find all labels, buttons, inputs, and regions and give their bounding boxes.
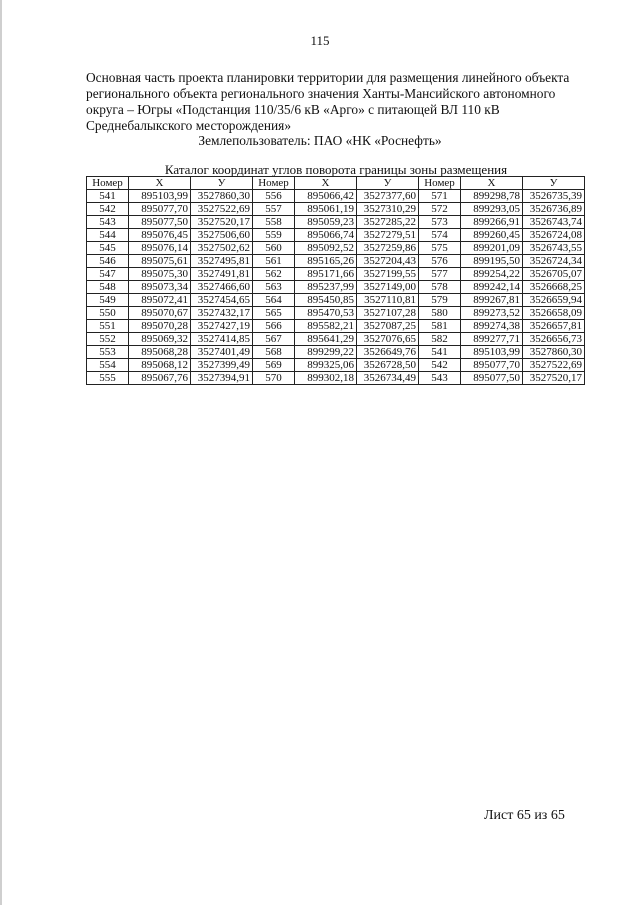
- y-coordinate-cell: 3527107,28: [357, 307, 419, 320]
- y-coordinate-cell: 3527522,69: [191, 203, 253, 216]
- table-row: [87, 333, 585, 346]
- x-coordinate-cell: 895068,12: [129, 359, 191, 372]
- x-coordinate-cell: 899242,14: [461, 281, 523, 294]
- y-coordinate-cell: 3527466,60: [191, 281, 253, 294]
- point-number-cell: 543: [419, 372, 461, 385]
- y-coordinate-cell: 3527310,29: [357, 203, 419, 216]
- table-row: [87, 294, 585, 307]
- y-coordinate-cell: 3527399,49: [191, 359, 253, 372]
- x-coordinate-cell: 895641,29: [295, 333, 357, 346]
- point-number-cell: 558: [253, 216, 295, 229]
- y-coordinate-cell: 3527076,65: [357, 333, 419, 346]
- x-coordinate-cell: 895103,99: [129, 190, 191, 203]
- point-number-cell: 582: [419, 333, 461, 346]
- y-coordinate-cell: 3527427,19: [191, 320, 253, 333]
- y-coordinate-cell: 3527522,69: [523, 359, 585, 372]
- column-header: Номер: [253, 177, 295, 190]
- y-coordinate-cell: 3527860,30: [191, 190, 253, 203]
- land-user: Землепользователь: ПАО «НК «Роснефть»: [198, 133, 442, 148]
- point-number-cell: 564: [253, 294, 295, 307]
- y-coordinate-cell: 3526728,50: [357, 359, 419, 372]
- point-number-cell: 547: [87, 268, 129, 281]
- table-row: [87, 346, 585, 359]
- table-body: [87, 190, 585, 385]
- y-coordinate-cell: 3527401,49: [191, 346, 253, 359]
- document-header: [86, 70, 586, 134]
- y-coordinate-cell: 3526656,73: [523, 333, 585, 346]
- table-row: [87, 268, 585, 281]
- x-coordinate-cell: 899201,09: [461, 242, 523, 255]
- table-row: [87, 255, 585, 268]
- page-number: 115: [310, 33, 330, 48]
- x-coordinate-cell: 899298,78: [461, 190, 523, 203]
- x-coordinate-cell: 895470,53: [295, 307, 357, 320]
- y-coordinate-cell: 3526735,39: [523, 190, 585, 203]
- x-coordinate-cell: 895077,70: [461, 359, 523, 372]
- point-number-cell: 557: [253, 203, 295, 216]
- column-header: X: [295, 177, 357, 190]
- x-coordinate-cell: 899274,38: [461, 320, 523, 333]
- catalog-title: Каталог координат углов поворота границы зоны размещения: [164, 162, 508, 177]
- point-number-cell: 577: [419, 268, 461, 281]
- x-coordinate-cell: 899325,06: [295, 359, 357, 372]
- point-number-cell: 562: [253, 268, 295, 281]
- column-header: X: [461, 177, 523, 190]
- x-coordinate-cell: 895066,42: [295, 190, 357, 203]
- y-coordinate-cell: 3526724,08: [523, 229, 585, 242]
- x-coordinate-cell: 895165,26: [295, 255, 357, 268]
- y-coordinate-cell: 3526743,74: [523, 216, 585, 229]
- y-coordinate-cell: 3526649,76: [357, 346, 419, 359]
- table-row: [87, 216, 585, 229]
- column-header: У: [191, 177, 253, 190]
- point-number-cell: 581: [419, 320, 461, 333]
- table-row: [87, 190, 585, 203]
- x-coordinate-cell: 895070,28: [129, 320, 191, 333]
- point-number-cell: 546: [87, 255, 129, 268]
- y-coordinate-cell: 3527454,65: [191, 294, 253, 307]
- point-number-cell: 575: [419, 242, 461, 255]
- point-number-cell: 578: [419, 281, 461, 294]
- table-row: [87, 359, 585, 372]
- x-coordinate-cell: 899299,22: [295, 346, 357, 359]
- x-coordinate-cell: 895171,66: [295, 268, 357, 281]
- x-coordinate-cell: 899277,71: [461, 333, 523, 346]
- y-coordinate-cell: 3527506,60: [191, 229, 253, 242]
- table-row: [87, 307, 585, 320]
- x-coordinate-cell: 899266,91: [461, 216, 523, 229]
- y-coordinate-cell: 3527377,60: [357, 190, 419, 203]
- y-coordinate-cell: 3526705,07: [523, 268, 585, 281]
- x-coordinate-cell: 895582,21: [295, 320, 357, 333]
- point-number-cell: 580: [419, 307, 461, 320]
- y-coordinate-cell: 3526659,94: [523, 294, 585, 307]
- point-number-cell: 566: [253, 320, 295, 333]
- column-header: У: [357, 177, 419, 190]
- point-number-cell: 560: [253, 242, 295, 255]
- header-line-2: регионального объекта регионального значения Ханты-Мансийского автономного: [86, 86, 556, 101]
- point-number-cell: 567: [253, 333, 295, 346]
- x-coordinate-cell: 895077,50: [129, 216, 191, 229]
- x-coordinate-cell: 895067,76: [129, 372, 191, 385]
- y-coordinate-cell: 3527259,86: [357, 242, 419, 255]
- table-row: [87, 281, 585, 294]
- point-number-cell: 553: [87, 346, 129, 359]
- point-number-cell: 551: [87, 320, 129, 333]
- x-coordinate-cell: 895073,34: [129, 281, 191, 294]
- point-number-cell: 573: [419, 216, 461, 229]
- header-line-3: округа – Югры «Подстанция 110/35/6 кВ «Арго» с питающей ВЛ 110 кВ: [86, 102, 500, 117]
- x-coordinate-cell: 895077,70: [129, 203, 191, 216]
- table-row: [87, 372, 585, 385]
- point-number-cell: 549: [87, 294, 129, 307]
- point-number-cell: 565: [253, 307, 295, 320]
- point-number-cell: 548: [87, 281, 129, 294]
- point-number-cell: 561: [253, 255, 295, 268]
- y-coordinate-cell: 3527520,17: [191, 216, 253, 229]
- y-coordinate-cell: 3527199,55: [357, 268, 419, 281]
- y-coordinate-cell: 3527285,22: [357, 216, 419, 229]
- y-coordinate-cell: 3526657,81: [523, 320, 585, 333]
- point-number-cell: 541: [87, 190, 129, 203]
- table-row: [87, 203, 585, 216]
- point-number-cell: 544: [87, 229, 129, 242]
- header-line-1: Основная часть проекта планировки территории для размещения линейного объекта: [86, 70, 570, 85]
- x-coordinate-cell: 899273,52: [461, 307, 523, 320]
- x-coordinate-cell: 895076,45: [129, 229, 191, 242]
- x-coordinate-cell: 895092,52: [295, 242, 357, 255]
- point-number-cell: 550: [87, 307, 129, 320]
- point-number-cell: 572: [419, 203, 461, 216]
- y-coordinate-cell: 3527394,91: [191, 372, 253, 385]
- point-number-cell: 552: [87, 333, 129, 346]
- coordinates-table: [86, 176, 585, 385]
- point-number-cell: 574: [419, 229, 461, 242]
- x-coordinate-cell: 895103,99: [461, 346, 523, 359]
- point-number-cell: 542: [419, 359, 461, 372]
- y-coordinate-cell: 3527495,81: [191, 255, 253, 268]
- column-header: У: [523, 177, 585, 190]
- point-number-cell: 576: [419, 255, 461, 268]
- y-coordinate-cell: 3526668,25: [523, 281, 585, 294]
- y-coordinate-cell: 3527414,85: [191, 333, 253, 346]
- y-coordinate-cell: 3527110,81: [357, 294, 419, 307]
- column-header: Номер: [419, 177, 461, 190]
- point-number-cell: 543: [87, 216, 129, 229]
- x-coordinate-cell: 895059,23: [295, 216, 357, 229]
- x-coordinate-cell: 899195,50: [461, 255, 523, 268]
- y-coordinate-cell: 3526724,34: [523, 255, 585, 268]
- x-coordinate-cell: 895069,32: [129, 333, 191, 346]
- x-coordinate-cell: 899267,81: [461, 294, 523, 307]
- x-coordinate-cell: 899254,22: [461, 268, 523, 281]
- point-number-cell: 568: [253, 346, 295, 359]
- x-coordinate-cell: 895237,99: [295, 281, 357, 294]
- x-coordinate-cell: 895072,41: [129, 294, 191, 307]
- y-coordinate-cell: 3527149,00: [357, 281, 419, 294]
- table-row: [87, 320, 585, 333]
- point-number-cell: 570: [253, 372, 295, 385]
- y-coordinate-cell: 3527491,81: [191, 268, 253, 281]
- point-number-cell: 555: [87, 372, 129, 385]
- x-coordinate-cell: 899293,05: [461, 203, 523, 216]
- x-coordinate-cell: 899260,45: [461, 229, 523, 242]
- x-coordinate-cell: 895076,14: [129, 242, 191, 255]
- x-coordinate-cell: 895075,30: [129, 268, 191, 281]
- y-coordinate-cell: 3526736,89: [523, 203, 585, 216]
- column-header: Номер: [87, 177, 129, 190]
- point-number-cell: 542: [87, 203, 129, 216]
- point-number-cell: 556: [253, 190, 295, 203]
- point-number-cell: 571: [419, 190, 461, 203]
- point-number-cell: 559: [253, 229, 295, 242]
- y-coordinate-cell: 3526743,55: [523, 242, 585, 255]
- y-coordinate-cell: 3526734,49: [357, 372, 419, 385]
- x-coordinate-cell: 895066,74: [295, 229, 357, 242]
- y-coordinate-cell: 3527432,17: [191, 307, 253, 320]
- point-number-cell: 563: [253, 281, 295, 294]
- point-number-cell: 541: [419, 346, 461, 359]
- table-row: [87, 242, 585, 255]
- x-coordinate-cell: 899302,18: [295, 372, 357, 385]
- x-coordinate-cell: 895450,85: [295, 294, 357, 307]
- x-coordinate-cell: 895068,28: [129, 346, 191, 359]
- point-number-cell: 579: [419, 294, 461, 307]
- y-coordinate-cell: 3527204,43: [357, 255, 419, 268]
- x-coordinate-cell: 895075,61: [129, 255, 191, 268]
- y-coordinate-cell: 3527520,17: [523, 372, 585, 385]
- column-header: X: [129, 177, 191, 190]
- point-number-cell: 554: [87, 359, 129, 372]
- y-coordinate-cell: 3527860,30: [523, 346, 585, 359]
- y-coordinate-cell: 3527087,25: [357, 320, 419, 333]
- y-coordinate-cell: 3527279,51: [357, 229, 419, 242]
- header-line-4: Среднебалыкского месторождения»: [86, 118, 292, 133]
- x-coordinate-cell: 895070,67: [129, 307, 191, 320]
- sheet-counter: Лист 65 из 65: [484, 808, 565, 823]
- y-coordinate-cell: 3527502,62: [191, 242, 253, 255]
- table-row: [87, 229, 585, 242]
- x-coordinate-cell: 895077,50: [461, 372, 523, 385]
- point-number-cell: 569: [253, 359, 295, 372]
- x-coordinate-cell: 895061,19: [295, 203, 357, 216]
- y-coordinate-cell: 3526658,09: [523, 307, 585, 320]
- table-header-row: [87, 177, 585, 190]
- point-number-cell: 545: [87, 242, 129, 255]
